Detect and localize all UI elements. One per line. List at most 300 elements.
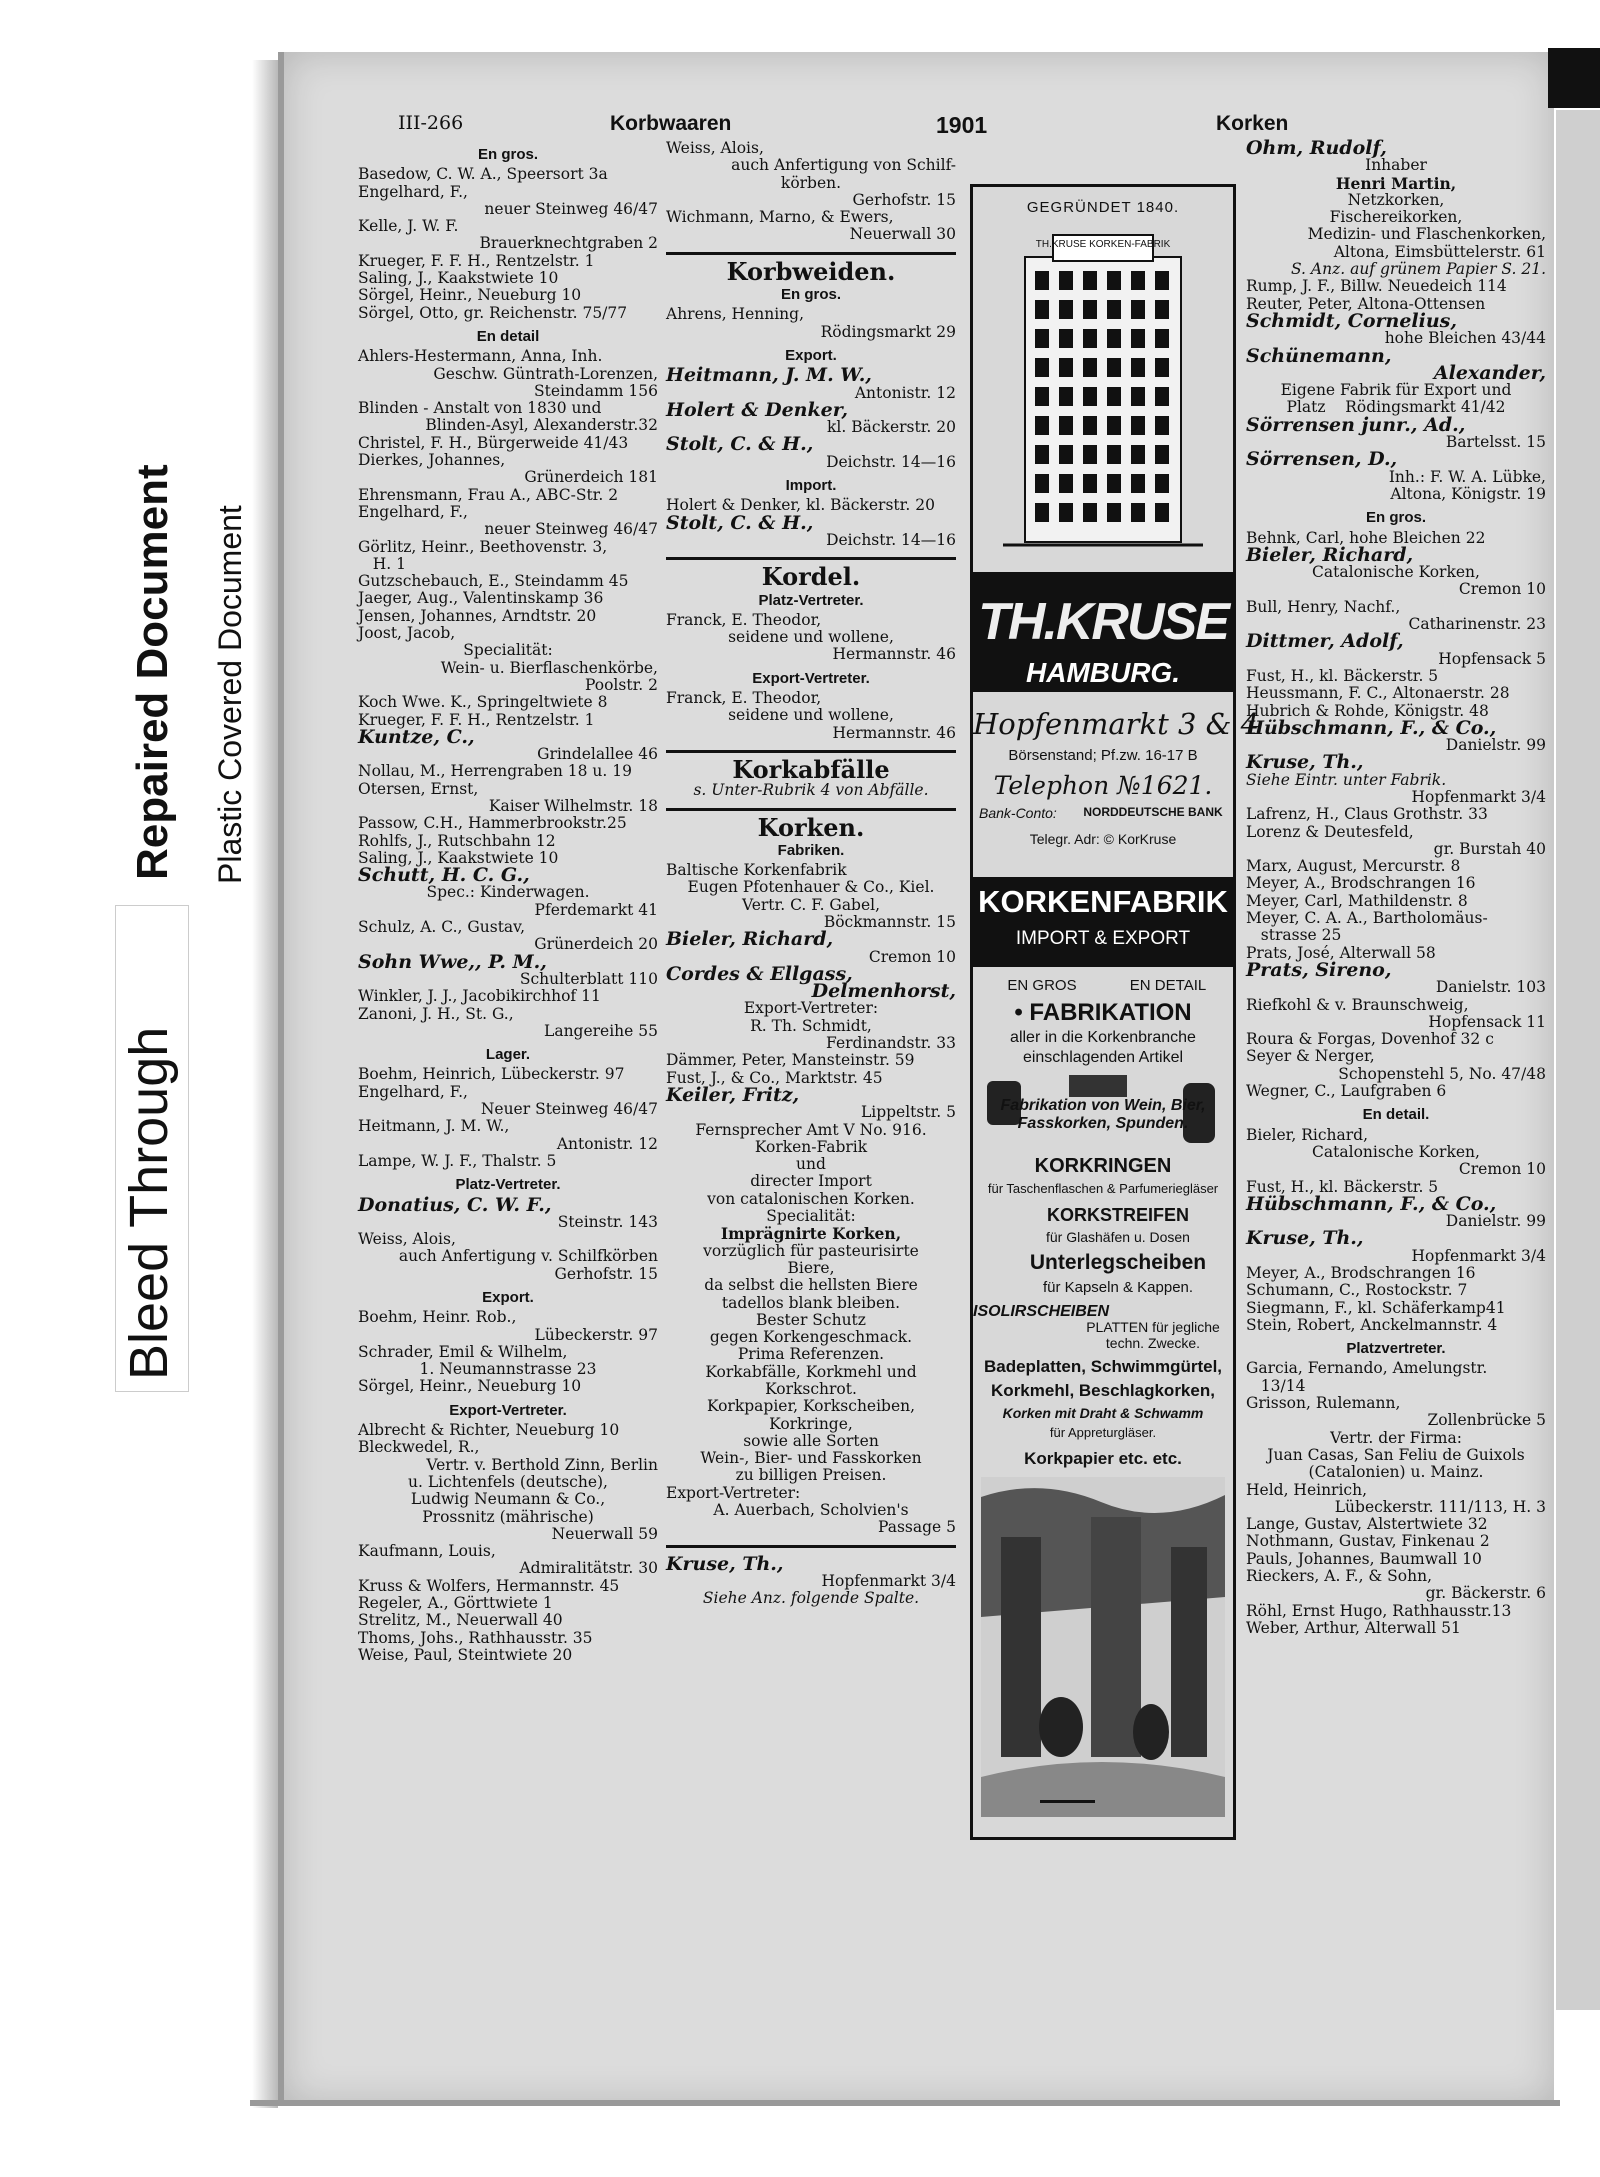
cork-forest-illustration [981,1477,1225,1817]
building-window [1083,445,1097,464]
listing-line: Grindelallee 46 [537,745,658,764]
listing-line: Christel, F. H., Bürgerweide 41/43 [358,433,629,452]
building-window [1059,474,1073,493]
listing-line: Ferdinandstr. 33 [826,1034,956,1053]
listing-line: Danielstr. 99 [1445,736,1546,755]
ad-fabrikation: • FABRIKATION [1014,999,1192,1026]
listing-line: Rödingsmarkt 29 [820,322,956,341]
listing-line: Siehe Anz. folgende Spalte. [702,1589,920,1608]
firm-name: Stolt, C. & H., [666,511,814,534]
listing-line: Export-Vertreter: [666,1483,801,1502]
listing-line: 13/14 [1246,1376,1306,1395]
building-sign: TH.KRUSE KORKEN-FABRIK [1035,239,1171,250]
listing-line: Grünerdeich 181 [524,468,658,487]
category-heading: Korkabfälle [732,754,890,784]
listing-line: Boehm, Heinr. Rob., [358,1308,517,1327]
listing-line: Spec.: Kinderwagen. [426,883,590,902]
listing-line: Lübeckerstr. 97 [534,1325,658,1344]
building-window [1107,445,1121,464]
page-edge [252,60,278,2108]
listing-line: Lange, Gustav, Alstertwiete 32 [1246,1515,1488,1534]
listing-line: tadellos blank bleiben. [721,1293,901,1312]
firm-name: Bieler, Richard, [1246,543,1414,566]
ad-en-gros: EN GROS [1007,977,1077,994]
listing-line: Saling, J., Kaakstwiete 10 [358,269,559,288]
building-window [1107,329,1121,348]
building-window [1131,474,1145,493]
section-heading: En detail [476,327,540,345]
category-heading: Korken. [757,812,865,842]
listing-line: Holert & Denker, kl. Bäckerstr. 20 [666,496,935,515]
listing-line: Grünerdeich 20 [534,935,658,954]
listing-line: Cremon 10 [1458,580,1546,599]
listing-line: Sörgel, Heinr., Neueburg 10 [358,1377,582,1396]
listing-line: Wichmann, Marno, & Ewers, [666,208,894,227]
listing-line: Schulz, A. C., Gustav, [358,918,526,937]
listing-line: Krueger, F. F. H., Rentzelstr. 1 [358,251,595,270]
listing-line: strasse 25 [1246,926,1342,945]
listing-line: Weise, Paul, Steintwiete 20 [358,1645,573,1664]
listing-line: Zollenbrücke 5 [1427,1411,1546,1430]
firm-name: Holert & Denker, [666,398,848,421]
listing-line: Hermannstr. 46 [832,723,956,742]
section-rule [666,808,956,811]
listing-line: seidene und wollene, [728,706,894,725]
building-window [1035,300,1049,319]
section-heading: Platz-Vertreter. [758,591,864,609]
listing-line: Antonistr. 12 [854,383,956,402]
listing-line: Steindamm 156 [533,381,658,400]
listing-line: 1. Neumannstrasse 23 [419,1360,597,1379]
listing-line: Dierkes, Johannes, [358,451,506,470]
column-2 [666,140,956,1608]
listing-line: Korken-Fabrik [754,1137,868,1156]
listing-line: Jaeger, Aug., Valentinskamp 36 [358,589,604,608]
ad-founded: GEGRÜNDET 1840. [1026,199,1180,216]
building-window [1155,271,1169,290]
scanner-edge [1548,48,1600,108]
ad-telephone: Telephon №1621. [993,771,1213,800]
listing-line: Dämmer, Peter, Mansteinstr. 59 [666,1051,915,1070]
listing-line: S. Anz. auf grünem Papier S. 21. [1290,260,1546,279]
building-window [1059,271,1073,290]
listing-line: Koch Wwe. K., Springeltwiete 8 [358,693,608,712]
listing-line: Bieler, Richard, [1246,1125,1369,1144]
section-heading: En gros. [780,286,841,304]
listing-line: Wein-, Bier- und Fasskorken [700,1449,922,1468]
listing-line: Steinstr. 143 [557,1212,658,1231]
listing-line: Schumann, C., Rostockstr. 7 [1246,1281,1468,1300]
listing-line: Imprägnirte Korken, [720,1224,902,1244]
listing-line: Antonistr. 12 [556,1134,658,1153]
section-heading: En gros. [477,146,538,163]
listing-line: Weiss, Alois, [358,1230,456,1249]
ad-bank: NORDDEUTSCHE BANK [1083,805,1223,819]
listing-line: Schulterblatt 110 [519,969,658,988]
listing-line: Fust, H., kl. Bäckerstr. 5 [1246,1177,1439,1196]
listing-line: Lübeckerstr. 111/113, H. 3 [1334,1497,1546,1516]
listing-line: Catalonische Korken, [1312,563,1480,582]
listing-line: Rieckers, A. F., & Sohn, [1246,1567,1432,1586]
page-bottom-edge [250,2100,1560,2106]
building-window [1131,387,1145,406]
listing-line: Engelhard, F., [358,1082,468,1101]
building-window [1059,300,1073,319]
listing-line: Krueger, F. F. H., Rentzelstr. 1 [358,710,595,729]
listing-line: da selbst die hellsten Biere [704,1276,918,1295]
listing-line: Hopfensack 5 [1438,649,1546,668]
listing-line: Stein, Robert, Anckelmannstr. 4 [1246,1315,1498,1334]
firm-name: Sörrensen junr., Ad., [1246,413,1466,436]
listing-line: Admiralitätstr. 30 [519,1559,658,1578]
listing-line: Lafrenz, H., Claus Grothstr. 33 [1246,805,1488,824]
listing-line: zu billigen Preisen. [735,1466,887,1485]
header-year: 1901 [936,112,988,138]
section-rule [666,557,956,560]
ad-aller: aller in die Korkenbranche [1010,1029,1196,1046]
firm-name: Ohm, Rudolf, [1246,137,1387,159]
listing-line: Bull, Henry, Nachf., [1246,597,1401,616]
ad-address: Hopfenmarkt 3 & 4 [973,707,1260,741]
listing-line: Rohlfs, J., Rutschbahn 12 [358,831,556,850]
section-heading: Platzvertreter. [1346,1340,1446,1358]
section-heading: En detail. [1362,1106,1430,1124]
listing-line: Kruss & Wolfers, Hermannstr. 45 [358,1576,620,1595]
listing-line: H. 1 [358,554,407,573]
building-window [1107,358,1121,377]
building-window [1155,474,1169,493]
listing-line: A. Auerbach, Scholvien's [713,1501,909,1520]
listing-line: Hermannstr. 46 [832,645,956,664]
column-end-rule [1040,1800,1095,1803]
section-heading: Export-Vertreter. [752,669,870,687]
kruse-advertisement [970,184,1260,1840]
ad-korkmehl: Korkmehl, Beschlagkorken, [991,1381,1215,1400]
firm-name: Schutt, H. C. G., [358,864,530,887]
listing-line: Passow, C.H., Hammerbrookstr.25 [358,814,627,833]
listing-line: Vertr. C. F. Gabel, [741,895,881,914]
listing-line: neuer Steinweg 46/47 [484,520,658,539]
category-heading: Kordel. [761,562,861,592]
listing-line: Franck, E. Theodor, [666,610,822,629]
building-window [1083,416,1097,435]
listing-line: Basedow, C. W. A., Speersort 3a [358,165,608,184]
ad-bank-conto: Bank-Conto: [979,805,1057,821]
listing-line: Hopfenmarkt 3/4 [1411,1246,1546,1265]
listing-line: Marx, August, Mercurstr. 8 [1246,857,1461,876]
listing-line: Siegmann, F., kl. Schäferkamp41 [1246,1298,1506,1317]
listing-line: Görlitz, Heinr., Beethovenstr. 3, [358,537,608,556]
listing-line: Cremon 10 [868,947,956,966]
section-rule [666,252,956,255]
listing-line: Pauls, Johannes, Baumwall 10 [1246,1549,1482,1568]
listing-line: Winkler, J. J., Jacobikirchhof 11 [358,987,601,1006]
listing-line: auch Anfertigung v. Schilfkörben [398,1247,658,1266]
listing-line: Juan Casas, San Feliu de Guixols [1267,1445,1525,1464]
listing-line: Behnk, Carl, hohe Bleichen 22 [1246,528,1486,547]
section-rule [666,750,956,753]
section-heading: Platz-Vertreter. [455,1176,561,1194]
building-window [1083,300,1097,319]
listing-line: Eigene Fabrik für Export und [1280,381,1512,400]
firm-name: Hübschmann, F., & Co., [1246,716,1497,739]
listing-line: auch Anfertigung von Schilf- [731,156,956,175]
listing-line: Danielstr. 103 [1435,978,1546,997]
building-window [1059,387,1073,406]
listing-line: neuer Steinweg 46/47 [484,199,658,218]
building-window [1035,416,1049,435]
building-window [1059,503,1073,522]
ad-fuer-taschen: für Taschenflaschen & Parfumeriegläser [987,1181,1219,1196]
column-1 [358,140,658,1664]
firm-name: Kruse, Th., [1246,1227,1364,1250]
listing-line: Held, Heinrich, [1246,1480,1368,1499]
listing-line: Weber, Arthur, Alterwall 51 [1246,1618,1461,1637]
building-window [1155,358,1169,377]
listing-line: Ahlers-Hestermann, Anna, Inh. [358,347,603,366]
ad-fuer-kapseln: für Kapseln & Kappen. [1042,1279,1194,1296]
listing-line: Geschw. Güntrath-Lorenzen, [433,364,658,383]
listing-line: Ehrensmann, Frau A., ABC-Str. 2 [358,485,619,504]
ad-boersenstand: Börsenstand; Pf.zw. 16-17 B [1008,747,1198,764]
listing-line: Meyer, A., Brodschrangen 16 [1246,1264,1476,1282]
listing-line: Grisson, Rulemann, [1246,1394,1401,1413]
listing-line: Netzkorken, [1347,190,1445,209]
listing-line: Strelitz, M., Neuerwall 40 [358,1611,563,1630]
listing-line: Fust, H., kl. Bäckerstr. 5 [1246,666,1439,685]
listing-line: und [796,1155,826,1174]
listing-line: hohe Bleichen 43/44 [1384,329,1546,348]
listing-line: Prossnitz (mährische) [422,1507,594,1526]
plastic-covered-label: Plastic Covered Document [212,505,248,884]
firm-name: Sörrensen, D., [1246,448,1398,471]
listing-line: Engelhard, F., [358,182,468,201]
ad-korkstreifen: KORKSTREIFEN [1046,1205,1189,1225]
building-window [1155,416,1169,435]
listing-line: Nothmann, Gustav, Finkenau 2 [1246,1532,1490,1551]
listing-line: kl. Bäckerstr. 20 [827,418,956,437]
header-right-word: Korken [1216,112,1289,135]
ad-telegr: Telegr. Adr: © KorKruse [1029,831,1177,847]
listing-line: Wegner, C., Laufgraben 6 [1246,1082,1447,1101]
firm-name: Keiler, Fritz, [666,1083,800,1106]
listing-line: Engelhard, F., [358,502,468,521]
listing-line: vorzüglich für pasteurisirte [703,1241,919,1260]
listing-line: Meyer, C. A. A., Bartholomäus- [1246,909,1488,928]
repaired-document-label: Repaired Document [128,464,177,880]
section-heading: Import. [785,477,837,495]
building-window [1059,329,1073,348]
building-window [1083,387,1097,406]
listing-line: Prima Referenzen. [737,1345,885,1364]
listing-line: Biere, [787,1258,835,1277]
ad-badeplatten: Badeplatten, Schwimmgürtel, [983,1357,1223,1376]
listing-line: Eugen Pfotenhauer & Co., Kiel. [687,878,935,897]
listing-line: Fust, J., & Co., Marktstr. 45 [666,1068,883,1087]
listing-line: Kaufmann, Louis, [358,1542,496,1561]
ad-korken-draht: Korken mit Draht & Schwamm [1002,1405,1204,1421]
ad-platten: PLATTEN für jegliche techn. Zwecke. [1086,1319,1220,1351]
firm-name: Dittmer, Adolf, [1246,630,1404,653]
section-rule [666,1545,956,1548]
listing-line: Hubrich & Rohde, Königstr. 48 [1246,701,1489,720]
listing-line: Neuer Steinweg 46/47 [480,1100,658,1119]
listing-line: Nollau, M., Herrengraben 18 u. 19 [358,762,632,781]
listing-line: Blinden-Asyl, Alexanderstr.32 [425,416,658,435]
listing-line: Wein- u. Bierflaschenkörbe, [440,658,658,677]
listing-line: gr. Bäckerstr. 6 [1425,1584,1546,1603]
listing-line: Riefkohl & v. Braunschweig, [1246,995,1469,1014]
listing-line: Fernsprecher Amt V No. 916. [695,1120,927,1139]
listing-line: seidene und wollene, [728,628,894,647]
listing-line: Korkpapier, Korkscheiben, [706,1397,916,1416]
listing-line: Specialität: [766,1207,856,1226]
listing-line: Bester Schutz [756,1310,866,1329]
listing-line: Albrecht & Richter, Neueburg 10 [358,1421,620,1440]
listing-line: (Catalonien) u. Mainz. [1308,1463,1484,1482]
ad-einschlag: einschlagenden Artikel [1022,1049,1184,1066]
firm-name: Heitmann, J. M. W., [666,364,872,387]
listing-line: Röhl, Ernst Hugo, Rathhausstr.13 [1246,1601,1512,1620]
category-heading: Korbweiden. [726,256,896,286]
building-window [1035,271,1049,290]
firm-name: Delmenhorst, [811,980,956,1003]
listing-line: Joost, Jacob, [358,624,456,643]
listing-line: gegen Korkengeschmack. [709,1328,913,1347]
listing-line: Medizin- und Flaschenkorken, [1307,225,1546,244]
listing-line: Jensen, Johannes, Arndtstr. 20 [358,606,597,625]
ad-isolir: ISOLIRSCHEIBEN [973,1303,1110,1320]
building-window [1131,271,1145,290]
building-window [1035,503,1049,522]
building-window [1107,300,1121,319]
listing-line: Pferdemarkt 41 [534,900,658,919]
listing-line: Catharinenstr. 23 [1408,615,1546,634]
listing-line: Langereihe 55 [544,1021,658,1040]
listing-line: Ludwig Neumann & Co., [410,1490,606,1509]
firm-name: Schmidt, Cornelius, [1246,309,1457,332]
listing-line: Lorenz & Deutesfeld, [1246,822,1414,841]
building-window [1131,329,1145,348]
listing-line: Garcia, Fernando, Amelungstr. [1246,1359,1488,1378]
listing-line: Bleckwedel, R., [358,1438,480,1457]
listing-line: körben. [780,173,842,192]
listing-line: Rump, J. F., Billw. Neuedeich 114 [1246,277,1507,296]
building-window [1131,300,1145,319]
building-window [1083,271,1097,290]
section-heading: Fabriken. [777,841,845,859]
building-window [1035,358,1049,377]
listing-line: Catalonische Korken, [1312,1142,1480,1161]
building-window [1131,416,1145,435]
listing-line: Cremon 10 [1458,1160,1546,1179]
ad-unterleg: Unterlegscheiben [1029,1251,1207,1274]
listing-line: Kaiser Wilhelmstr. 18 [488,796,658,815]
listing-line: Schopenstehl 5, No. 47/48 [1338,1064,1546,1083]
listing-line: Korkabfälle, Korkmehl und [705,1362,917,1381]
listing-line: Danielstr. 99 [1445,1212,1546,1231]
firm-name: Prats, Sireno, [1246,958,1392,981]
listing-line: Altona, Eimsbüttelerstr. 61 [1333,242,1546,261]
building-window [1107,387,1121,406]
listing-line: Lampe, W. J. F., Thalstr. 5 [358,1151,557,1170]
firm-name: Bieler, Richard, [666,928,834,951]
firm-name: Hübschmann, F., & Co., [1246,1192,1497,1215]
listing-line: Deichstr. 14—16 [826,530,956,549]
ad-korkringen: KORKRINGEN [1034,1155,1172,1177]
listing-line: Schrader, Emil & Wilhelm, [358,1342,568,1361]
building-window [1155,387,1169,406]
ad-fuer-glashaefen: für Glashäfen u. Dosen [1046,1229,1190,1245]
building-window [1059,416,1073,435]
listing-line: Inh.: F. W. A. Lübke, [1388,467,1546,486]
listing-line: s. Unter-Rubrik 4 von Abfälle. [693,781,929,800]
firm-name: Schünemann, [1246,344,1392,367]
listing-line: Sörgel, Otto, gr. Reichenstr. 75/77 [358,303,628,322]
listing-line: Zanoni, J. H., St. G., [358,1004,514,1023]
listing-line: Vertr. v. Berthold Zinn, Berlin [426,1455,658,1474]
building-window [1059,358,1073,377]
ad-fab-korken: Fabrikation von Wein, Bier, Fasskorken, Spunden. [1000,1097,1206,1132]
listing-line: Prats, José, Alterwall 58 [1246,943,1436,962]
column-4 [1246,137,1546,1637]
building-window [1083,358,1097,377]
listing-line: Gerhofstr. 15 [554,1264,658,1283]
building-window [1155,445,1169,464]
building-window [1155,300,1169,319]
listing-line: von catalonischen Korken. [707,1189,915,1208]
listing-line: Roura & Forgas, Dovenhof 32 c [1246,1030,1494,1049]
listing-line: Otersen, Ernst, [358,779,479,798]
listing-line: Meyer, A., Brodschrangen 16 [1246,874,1476,893]
listing-line: Henri Martin, [1335,173,1457,193]
listing-line: Brauerknechtgraben 2 [479,234,658,253]
section-heading: Export-Vertreter. [449,1401,567,1419]
brand-city: HAMBURG. [1026,657,1180,688]
building-window [1083,503,1097,522]
listing-line: Hopfensack 11 [1428,1012,1546,1031]
ad-en-detail: EN DETAIL [1129,977,1207,994]
listing-line: Hopfenmarkt 3/4 [1411,787,1546,806]
building-window [1083,474,1097,493]
listing-line: Passage 5 [877,1518,956,1537]
listing-line: Specialität: [463,641,553,660]
listing-line: Saling, J., Kaakstwiete 10 [358,848,559,867]
listing-line: u. Lichtenfels (deutsche), [407,1472,608,1491]
listing-line: Ahrens, Henning, [666,305,804,324]
listing-line: Korkschrot. [765,1380,857,1398]
ad-import-export: IMPORT & EXPORT [1015,928,1191,949]
section-heading: Export. [482,1289,534,1306]
listing-line: directer Import [750,1172,872,1191]
firm-name: Kuntze, C., [358,725,475,748]
listing-line: Altona, Königstr. 19 [1390,484,1546,503]
listing-line: Seyer & Nerger, [1246,1047,1375,1066]
building-window [1035,474,1049,493]
listing-line: Fischereikorken, [1329,208,1463,227]
section-heading: Export. [785,346,837,364]
firm-name: Stolt, C. & H., [666,433,814,456]
section-heading: Lager. [485,1046,531,1064]
listing-line: Franck, E. Theodor, [666,689,822,708]
listing-line: Regeler, A., Görttwiete 1 [358,1594,553,1613]
listing-line: Gutzschebauch, E., Steindamm 45 [358,572,629,591]
building-window [1035,387,1049,406]
brand-name: TH.KRUSE [978,593,1228,651]
building-window [1107,416,1121,435]
firm-name: Alexander, [1433,361,1546,384]
building-window [1131,445,1145,464]
